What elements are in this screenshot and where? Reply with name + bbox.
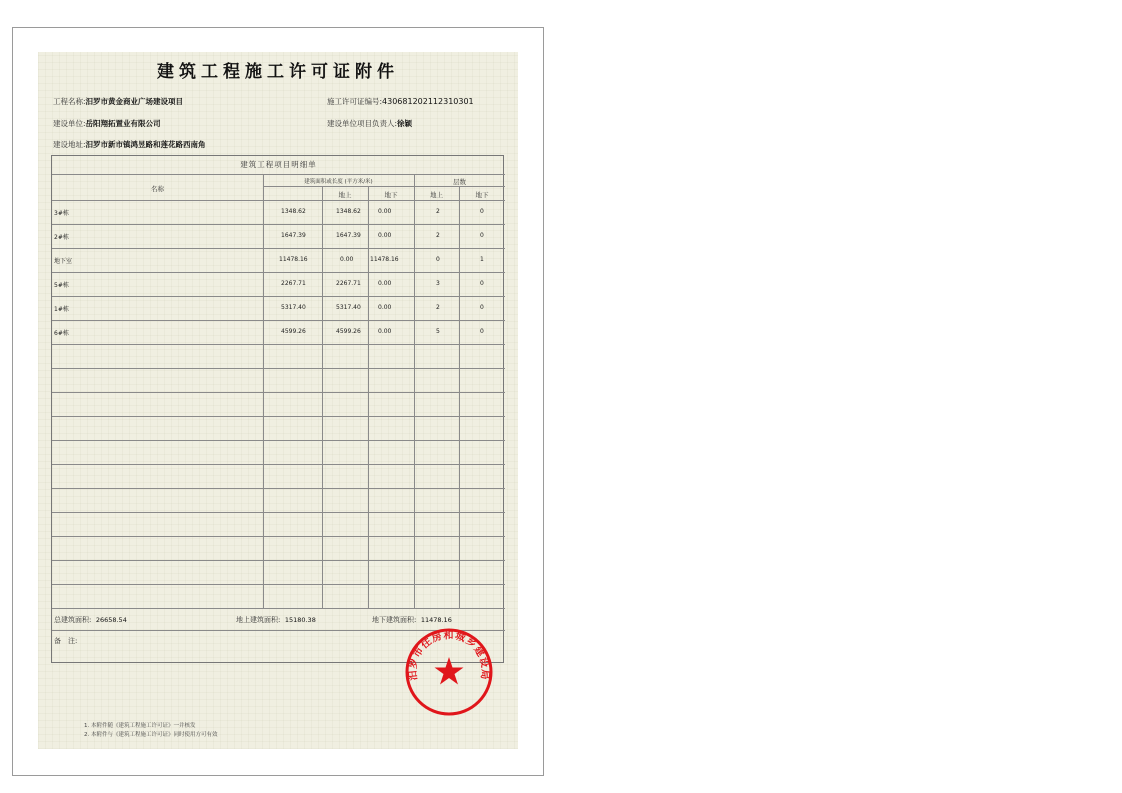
construction-unit-field [53,118,161,129]
row-name: 2#栋 [54,234,69,241]
project-detail-table [51,155,504,663]
notes-list [84,722,218,740]
row-total-area: 11478.16 [279,256,308,263]
row-total-area: 1348.62 [281,208,306,215]
row-floors-above: 5 [436,328,440,335]
construction-unit-label: 建设单位: [53,119,86,128]
row-below-area: 0.00 [378,208,392,215]
project-manager-field [327,118,412,129]
row-floors-above: 2 [436,232,440,239]
table-title: 建筑工程项目明细单 [240,160,317,169]
row-below-area: 11478.16 [370,256,399,263]
row-floors-above: 3 [436,280,440,287]
row-floors-above: 2 [436,304,440,311]
permit-number-value: 430681202112310301 [382,97,474,106]
above-ground-area-label: 地上建筑面积: [236,616,281,624]
row-floors-below: 0 [480,280,484,287]
permit-number-label: 施工许可证编号: [327,97,383,106]
row-above-area: 5317.40 [336,304,361,311]
below-ground-area-field [372,615,452,625]
row-above-area: 0.00 [340,256,354,263]
project-manager-label: 建设单位项目负责人: [327,119,398,128]
row-above-area: 1647.39 [336,232,361,239]
row-below-area: 0.00 [378,304,392,311]
row-below-area: 0.00 [378,328,392,335]
header-floors-above: 地上 [430,191,443,199]
row-above-area: 4599.26 [336,328,361,335]
construction-unit-value: 岳阳翔拓置业有限公司 [85,119,161,128]
row-floors-below: 0 [480,232,484,239]
header-area-below: 地下 [384,191,398,199]
document-title: 建筑工程施工许可证附件 [157,62,399,82]
row-total-area: 5317.40 [281,304,306,311]
row-floors-above: 2 [436,208,440,215]
note-item: 2. 本附件与《建筑工程施工许可证》同时使用方可有效 [84,732,218,738]
header-area-above: 地上 [338,191,352,199]
header-floors-group: 层数 [453,178,466,186]
total-area-label: 总建筑面积: [54,616,92,624]
row-total-area: 4599.26 [281,328,306,335]
row-below-area: 0.00 [378,280,392,287]
row-floors-below: 0 [480,208,484,215]
official-seal-stamp [404,627,494,717]
above-ground-area-field [236,615,316,625]
row-floors-below: 0 [480,304,484,311]
below-ground-area-value: 11478.16 [420,616,452,624]
row-floors-below: 0 [480,328,484,335]
row-floors-below: 1 [480,256,484,263]
header-area-group: 建筑面积或长度 (平方米/米) [304,179,373,185]
note-item: 1. 本附件随《建筑工程施工许可证》一并核发 [84,723,196,729]
seal-star-icon [435,657,464,685]
row-above-area: 2267.71 [336,280,361,287]
row-name: 3#栋 [54,210,69,217]
construction-address-field [53,139,206,150]
below-ground-area-label: 地下建筑面积: [372,616,417,624]
row-total-area: 1647.39 [281,232,306,239]
header-name: 名称 [151,185,164,193]
row-total-area: 2267.71 [281,280,306,287]
permit-attachment-page [38,52,518,749]
project-name-value: 汨罗市黄金商业广场建设项目 [85,97,184,106]
total-area-value: 26658.54 [95,616,127,624]
above-ground-area-value: 15180.38 [284,616,316,624]
remarks-label: 备 注: [54,637,78,645]
total-area-field [54,615,127,625]
row-above-area: 1348.62 [336,208,361,215]
row-floors-above: 0 [436,256,440,263]
row-name: 6#栋 [54,330,69,337]
construction-address-value: 汨罗市新市镇鸿昱路和莲花路西南角 [85,140,206,149]
permit-number-field [327,96,474,107]
project-name-field [53,96,183,107]
header-floors-below: 地下 [475,191,489,199]
row-below-area: 0.00 [378,232,392,239]
row-name: 1#栋 [54,306,69,313]
project-name-label: 工程名称: [53,97,86,106]
seal-text: 汨罗市住房和城乡建设局 [407,630,491,681]
row-name: 5#栋 [54,282,69,289]
project-manager-value: 徐颖 [397,119,413,128]
row-name: 地下室 [54,258,73,265]
construction-address-label: 建设地址: [53,140,86,149]
